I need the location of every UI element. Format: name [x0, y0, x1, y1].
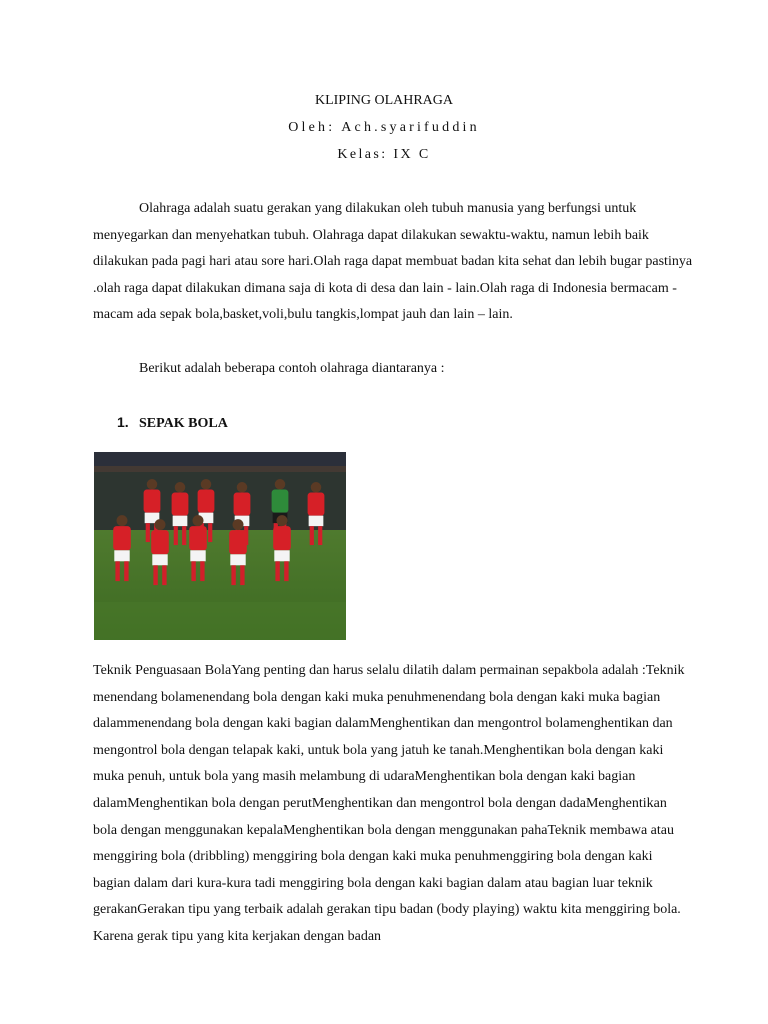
section-title: SEPAK BOLA [139, 416, 228, 431]
author-line: Oleh: Ach.syarifuddin [288, 120, 480, 135]
class-line: Kelas: IX C [337, 147, 431, 162]
section-heading-sepak-bola [117, 414, 228, 432]
section-number: 1. [117, 414, 129, 430]
section-body: Teknik Penguasaan BolaYang penting dan harus selalu dilatih dalam permainan sepakbola adalah :Teknik menendang bolamenendang bola dengan kaki muka penuhmenendang bola dengan kaki muka bagian dalammenendang bola dengan kaki bagian dalamMenghentikan dan mengontrol bolamenghentikan dan mengontrol bola dengan telapak kaki, untuk bola yang jatuh ke tanah.Menghentikan bola dengan kaki muka penuh, untuk bola yang masih melambung di udaraMenghentikan bola dengan kaki bagian dalamMenghentikan bola dengan perutMenghentikan dan mengontrol bola dengan dadaMenghentikan bola dengan menggunakan kepalaMenghentikan bola dengan menggunakan pahaTeknik membawa atau menggiring bola (dribbling) menggiring bola dengan kaki muka penuhmenggiring bola dengan kaki bagian dalam dari kura-kura tadi menggiring bola dengan kaki bagian dalam atau bagian luar teknik gerakanGerakan tipu yang terbaik adalah gerakan tipu badan (body playing) waktu kita menggiring bola. Karena gerak tipu yang kita kerjakan dengan badan [93, 663, 685, 944]
document-title: KLIPING OLAHRAGA [314, 93, 454, 108]
football-team-photo [94, 452, 346, 640]
intro-lead-in: Berikut adalah beberapa contoh olahraga diantaranya : [139, 361, 445, 376]
intro-paragraph: Olahraga adalah suatu gerakan yang dilakukan oleh tubuh manusia yang berfungsi untuk menyegarkan dan menyehatkan tubuh. Olahraga dapat dilakukan sewaktu-waktu, namun lebih baik dilakukan pada pagi hari atau sore hari.Olah raga dapat membuat badan kita sehat dan lebih bugar pastinya .olah raga dapat dilakukan dimana saja di kota di desa dan lain - lain.Olah raga di Indonesia bermacam - macam ada sepak bola,basket,voli,bulu tangkis,lompat jauh dan lain – lain. [93, 201, 693, 323]
